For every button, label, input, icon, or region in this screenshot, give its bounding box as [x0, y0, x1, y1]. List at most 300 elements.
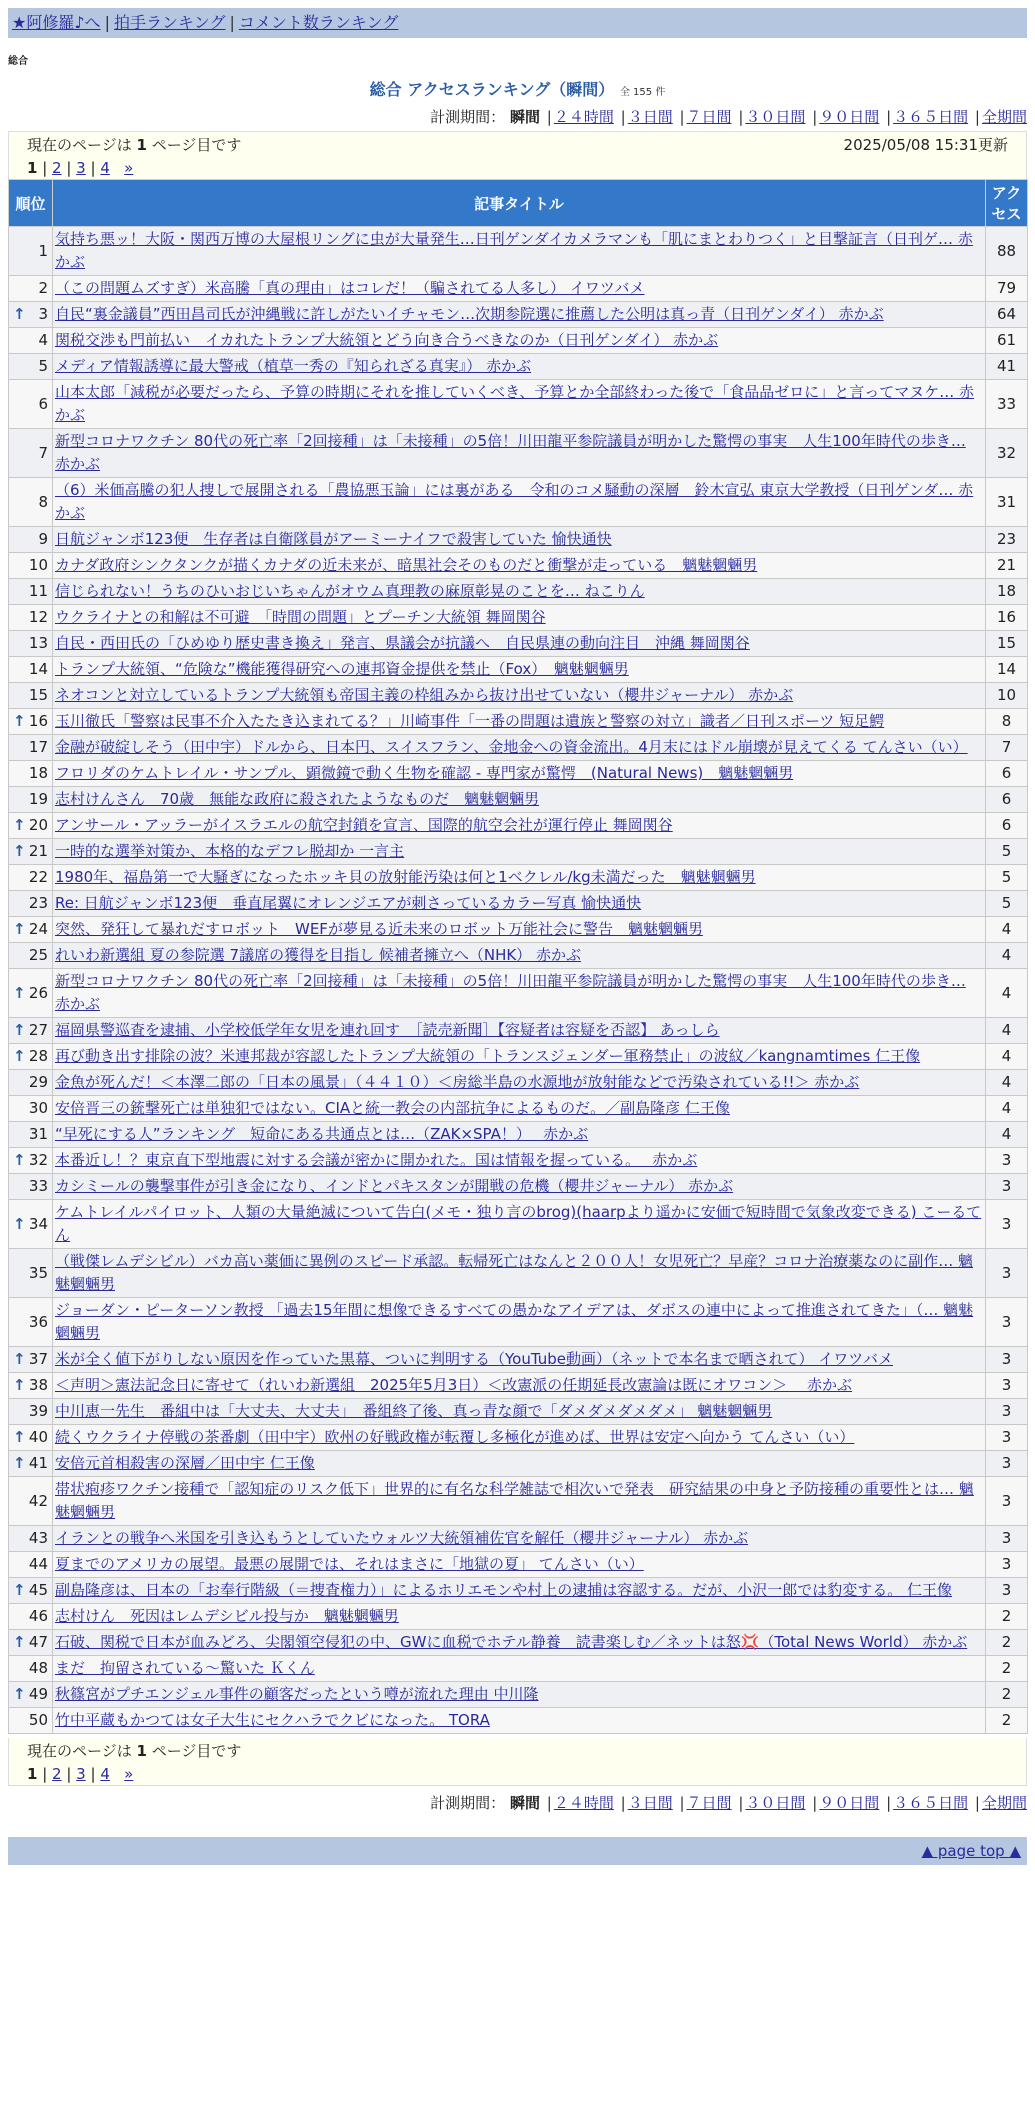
title-cell — [53, 553, 986, 579]
rank-cell — [9, 1578, 53, 1604]
period-7d[interactable]: ７日間 — [686, 108, 732, 126]
rank-up-icon: ↑ — [13, 1581, 26, 1599]
table-row — [9, 1526, 1028, 1552]
total-count: 全 155 件 — [619, 87, 666, 98]
page-link-4[interactable]: 4 — [100, 1765, 110, 1783]
period-selector-top: 計測期間： 瞬間 | ２４時間 | ３日間 | ７日間 | ３０日間 | ９０日間 | ３６５日間 | 全期間 — [430, 108, 1027, 126]
rank-cell — [9, 969, 53, 1018]
article-link[interactable]: 志村けん 死因はレムデシビル投与か 魑魅魍魎男 — [55, 1607, 399, 1625]
title-cell — [53, 1451, 986, 1477]
table-row — [9, 1347, 1028, 1373]
title-cell — [53, 657, 986, 683]
rank-number: 35 — [28, 1263, 48, 1282]
rank-number: 50 — [28, 1711, 48, 1729]
access-count: 3 — [986, 1373, 1028, 1399]
rank-up-icon: ↑ — [13, 1685, 26, 1703]
table-row — [9, 1578, 1028, 1604]
period-3d[interactable]: ３日間 — [627, 1794, 673, 1812]
table-row — [9, 709, 1028, 735]
table-row — [9, 1630, 1028, 1656]
table-row — [9, 1018, 1028, 1044]
title-cell — [53, 1656, 986, 1682]
rank-number: 17 — [28, 738, 48, 756]
rank-cell — [9, 1425, 53, 1451]
rank-number: 34 — [28, 1214, 48, 1233]
access-count: 3 — [986, 1425, 1028, 1451]
title-cell — [53, 1298, 986, 1347]
access-count: 32 — [986, 429, 1028, 478]
separator: | — [229, 13, 235, 32]
title-cell — [53, 227, 986, 276]
page-top-link[interactable]: ▲ page top ▲ — [921, 1842, 1021, 1860]
table-row — [9, 943, 1028, 969]
period-all[interactable]: 全期間 — [981, 1794, 1027, 1812]
article-link[interactable]: イランとの戦争へ米国を引き込もうとしていたウォルツ大統領補佐官を解任（櫻井ジャーナル） 赤かぶ — [55, 1529, 749, 1547]
period-90d[interactable]: ９０日間 — [819, 108, 880, 126]
page-link-3[interactable]: 3 — [76, 1765, 86, 1783]
rank-cell — [9, 328, 53, 354]
title-cell — [53, 478, 986, 527]
rank-up-icon: ↑ — [13, 1633, 26, 1651]
rank-number: 18 — [28, 764, 48, 782]
article-link[interactable]: ジョーダン・ピーターソン教授 「過去15年間に想像できるすべての愚かなアイデアは、ダボスの連中によって推進されてきた」（… 魑魅魍魎男 — [55, 1301, 974, 1342]
updated-timestamp: 2025/05/08 15:31更新 — [843, 136, 1008, 154]
table-row — [9, 579, 1028, 605]
rank-cell — [9, 631, 53, 657]
rank-number: 21 — [28, 842, 48, 860]
access-count: 4 — [986, 1018, 1028, 1044]
access-count: 5 — [986, 839, 1028, 865]
rank-cell — [9, 1682, 53, 1708]
table-row — [9, 1682, 1028, 1708]
rank-cell — [9, 657, 53, 683]
rank-number: 28 — [28, 1047, 48, 1065]
access-count: 3 — [986, 1477, 1028, 1526]
title-cell — [53, 969, 986, 1018]
period-7d[interactable]: ７日間 — [686, 1794, 732, 1812]
top-nav-bar — [8, 8, 1027, 38]
access-count: 88 — [986, 227, 1028, 276]
article-link[interactable]: （この問題ムズすぎ）米高騰「真の理由」はコレだ！（騙されてる人多し） イワツバメ — [55, 279, 645, 297]
rank-number: 14 — [28, 660, 48, 678]
rank-cell — [9, 553, 53, 579]
table-row — [9, 1174, 1028, 1200]
article-link[interactable]: 続くウクライナ停戦の茶番劇（田中宇）欧州の好戦政権が転覆し多極化が進めば、世界は安定へ向かう てんさい（い） — [55, 1428, 855, 1446]
article-link[interactable]: 気持ち悪ッ！大阪・関西万博の大屋根リングに虫が大量発生…日刊ゲンダイカメラマンも「肌にまとわりつく」と目撃証言（日刊ゲ… 赤かぶ — [55, 230, 973, 271]
table-row — [9, 354, 1028, 380]
title-cell — [53, 579, 986, 605]
title-cell — [53, 735, 986, 761]
article-link[interactable]: ネオコンと対立しているトランプ大統領も帝国主義の枠組みから抜け出せていない（櫻井ジャーナル） 赤かぶ — [55, 686, 794, 704]
period-all[interactable]: 全期間 — [981, 108, 1027, 126]
rank-number: 11 — [28, 582, 48, 600]
article-link[interactable]: 米が全く値下がりしない原因を作っていた黒幕、ついに判明する（YouTube動画）（ネットで本名まで晒されて） イワツバメ — [55, 1350, 893, 1368]
page-link-3[interactable]: 3 — [76, 159, 86, 177]
title-cell — [53, 839, 986, 865]
rank-cell — [9, 1373, 53, 1399]
rank-cell — [9, 1148, 53, 1174]
page-title: 総合 アクセスランキング（瞬間） — [369, 80, 615, 99]
table-row — [9, 605, 1028, 631]
article-link[interactable]: 一時的な選挙対策か、本格的なデフレ脱却か 一言主 — [55, 842, 405, 860]
rank-number: 29 — [28, 1073, 48, 1091]
rank-up-icon: ↑ — [13, 1350, 26, 1368]
rank-cell — [9, 709, 53, 735]
rank-cell — [9, 227, 53, 276]
rank-cell — [9, 943, 53, 969]
table-row — [9, 553, 1028, 579]
rank-up-icon: ↑ — [13, 1428, 26, 1446]
article-link[interactable]: 玉川徹氏「警察は民事不介入たたき込まれてる？」川崎事件「一番の問題は遺族と警察の対立」識者／日刊スポーツ 短足鰐 — [55, 712, 885, 730]
clap-ranking-link[interactable]: 拍手ランキング — [113, 13, 226, 32]
rank-cell — [9, 1122, 53, 1148]
rank-number: 30 — [28, 1099, 48, 1117]
table-row — [9, 813, 1028, 839]
rank-number: 37 — [28, 1350, 48, 1368]
rank-cell — [9, 276, 53, 302]
title-cell — [53, 1552, 986, 1578]
rank-cell — [9, 1552, 53, 1578]
article-link[interactable]: カシミールの襲撃事件が引き金になり、インドとパキスタンが開戦の危機（櫻井ジャーナル） 赤かぶ — [55, 1177, 734, 1195]
period-90d[interactable]: ９０日間 — [819, 1794, 880, 1812]
rank-number: 1 — [38, 241, 48, 260]
access-count: 3 — [986, 1174, 1028, 1200]
rank-cell — [9, 354, 53, 380]
rank-number: 49 — [28, 1685, 48, 1703]
rank-cell — [9, 813, 53, 839]
rank-cell — [9, 683, 53, 709]
article-link[interactable]: 山本太郎「減税が必要だったら、予算の時期にそれを推していくべき、予算とか全部終わった後で「食品品ゼロに」と言ってマヌケ… 赤かぶ — [55, 383, 975, 424]
table-row — [9, 683, 1028, 709]
table-row — [9, 917, 1028, 943]
period-24h[interactable]: ２４時間 — [553, 1794, 614, 1812]
article-link[interactable]: ケムトレイルパイロット、人類の大量絶滅について告白(メモ・独り言のbrog)(haarpより遥かに安価で短時間で気象改変できる) こーるてん — [55, 1203, 982, 1244]
rank-cell — [9, 1451, 53, 1477]
article-link[interactable]: 自民・西田氏の「ひめゆり歴史書き換え」発言、県議会が抗議へ 自民県連の動向注目 沖縄 舞岡関谷 — [55, 634, 750, 652]
period-30d[interactable]: ３０日間 — [745, 1794, 806, 1812]
article-link[interactable]: “早死にする人”ランキング 短命にある共通点とは…（ZAK×SPA！） 赤かぶ — [55, 1125, 589, 1143]
title-cell — [53, 943, 986, 969]
rank-number: 46 — [28, 1607, 48, 1625]
article-link[interactable]: 日航ジャンボ123便 生存者は自衛隊員がアーミーナイフで殺害していた 愉快通快 — [55, 530, 612, 548]
rank-cell — [9, 1249, 53, 1298]
rank-up-icon: ↑ — [13, 1047, 26, 1065]
table-row — [9, 1200, 1028, 1249]
table-row — [9, 891, 1028, 917]
access-count: 3 — [986, 1578, 1028, 1604]
rank-cell — [9, 1656, 53, 1682]
rank-cell — [9, 302, 53, 328]
article-link[interactable]: 志村けんさん 70歳 無能な政府に殺されたようなものだ 魑魅魍魎男 — [55, 790, 540, 808]
page-link-2[interactable]: 2 — [52, 159, 62, 177]
rank-cell — [9, 761, 53, 787]
table-row — [9, 302, 1028, 328]
period-current: 瞬間 — [509, 108, 540, 126]
table-row — [9, 1096, 1028, 1122]
rank-up-icon: ↑ — [13, 983, 26, 1002]
table-row — [9, 1708, 1028, 1734]
table-row — [9, 276, 1028, 302]
title-cell — [53, 1200, 986, 1249]
page-link-current: 1 — [27, 1765, 38, 1783]
table-row — [9, 1249, 1028, 1298]
page-links: 1 | 2 | 3 | 4 » — [27, 159, 134, 177]
article-link[interactable]: 副島隆彦は、日本の「お奉行階級（＝捜査権力）」によるホリエモンや村上の逮捕は容認する。だが、小沢一郎では豹変する。 仁王像 — [55, 1581, 952, 1599]
rank-number: 43 — [28, 1529, 48, 1547]
table-row — [9, 761, 1028, 787]
access-count: 31 — [986, 478, 1028, 527]
table-row — [9, 1298, 1028, 1347]
article-link[interactable]: ＜声明＞憲法記念日に寄せて（れいわ新選組 2025年5月3日）＜改憲派の任期延長改憲論は既にオワコン＞ 赤かぶ — [55, 1376, 853, 1394]
rank-up-icon: ↑ — [13, 1454, 26, 1472]
article-link[interactable]: 1980年、福島第一で大騒ぎになったホッキ貝の放射能汚染は何と1ベクレル/kg未満だった 魑魅魍魎男 — [55, 868, 756, 886]
access-count: 4 — [986, 969, 1028, 1018]
page-link-2[interactable]: 2 — [52, 1765, 62, 1783]
rank-cell — [9, 1298, 53, 1347]
article-link[interactable]: 新型コロナワクチン 80代の死亡率「2回接種」は「未接種」の5倍！川田龍平参院議員が明かした驚愕の事実 人生100年時代の歩き… 赤かぶ — [55, 972, 966, 1013]
title-cell — [53, 1630, 986, 1656]
access-count: 3 — [986, 1347, 1028, 1373]
rank-cell — [9, 1070, 53, 1096]
col-title: 記事タイトル — [53, 180, 986, 227]
rank-cell — [9, 1018, 53, 1044]
rank-number: 48 — [28, 1659, 48, 1677]
article-link[interactable]: 自民“裏金議員”西田昌司氏が沖縄戦に許しがたいイチャモン…次期参院選に推薦した公明は真っ青（日刊ゲンダイ） 赤かぶ — [55, 305, 884, 323]
access-count: 4 — [986, 1096, 1028, 1122]
title-cell — [53, 328, 986, 354]
rank-number: 12 — [28, 608, 48, 626]
title-cell — [53, 1122, 986, 1148]
title-cell — [53, 1604, 986, 1630]
article-link[interactable]: 夏までのアメリカの展望。最悪の展開では、それはまさに「地獄の夏」 てんさい（い） — [55, 1555, 644, 1573]
article-link[interactable]: 秋篠宮がプチエンジェル事件の顧客だったという噂が流れた理由 中川隆 — [55, 1685, 539, 1703]
title-cell — [53, 1174, 986, 1200]
ranking-body — [9, 227, 1028, 1734]
rank-up-icon: ↑ — [13, 712, 26, 730]
article-link[interactable]: カナダ政府シンクタンクが描くカナダの近未来が、暗黒社会そのものだと衝撃が走っている 魑魅魍魎男 — [55, 556, 758, 574]
article-link[interactable]: 中川恵一先生 番組中は「大丈夫、大丈夫」 番組終了後、真っ青な顔で「ダメダメダメダメ」 魑魅魍魎男 — [55, 1402, 773, 1420]
rank-number: 38 — [28, 1376, 48, 1394]
title-cell — [53, 1682, 986, 1708]
rank-number: 19 — [28, 790, 48, 808]
title-cell — [53, 1347, 986, 1373]
period-365d[interactable]: ３６５日間 — [893, 1794, 969, 1812]
access-count: 2 — [986, 1708, 1028, 1734]
rank-number: 26 — [28, 983, 48, 1002]
page-next-link[interactable]: » — [124, 159, 134, 177]
title-cell — [53, 302, 986, 328]
rank-number: 9 — [38, 530, 48, 548]
article-link[interactable]: ウクライナとの和解は不可避 「時間の問題」とプーチン大統領 舞岡関谷 — [55, 608, 546, 626]
access-count: 4 — [986, 1044, 1028, 1070]
rank-number: 42 — [28, 1491, 48, 1510]
access-count: 79 — [986, 276, 1028, 302]
access-count: 3 — [986, 1200, 1028, 1249]
rank-cell — [9, 605, 53, 631]
rank-number: 15 — [28, 686, 48, 704]
access-count: 4 — [986, 943, 1028, 969]
comment-ranking-link[interactable]: コメント数ランキング — [238, 13, 399, 32]
article-link[interactable]: 石破、関税で日本が血みどろ、尖閣領空侵犯の中、GWに血税でホテル静養 読書楽しむ／ネットは怒💢（Total News World） 赤かぶ — [55, 1633, 968, 1651]
table-row — [9, 631, 1028, 657]
access-count: 15 — [986, 631, 1028, 657]
access-count: 8 — [986, 709, 1028, 735]
access-count: 3 — [986, 1249, 1028, 1298]
rank-up-icon: ↑ — [13, 1376, 26, 1394]
title-cell — [53, 1399, 986, 1425]
rank-number: 10 — [28, 556, 48, 574]
table-row — [9, 1122, 1028, 1148]
article-link[interactable]: 本番近し！？東京直下型地震に対する会議が密かに開かれた。国は情報を握っている。 赤かぶ — [55, 1151, 698, 1169]
footer-bar — [8, 1837, 1027, 1865]
article-link[interactable]: Re: 日航ジャンボ123便 垂直尾翼にオレンジエアが刺さっているカラー写真 愉快通快 — [55, 894, 642, 912]
access-count: 2 — [986, 1656, 1028, 1682]
rank-cell — [9, 1096, 53, 1122]
title-cell — [53, 1373, 986, 1399]
access-count: 3 — [986, 1552, 1028, 1578]
table-row — [9, 1373, 1028, 1399]
rank-number: 16 — [28, 712, 48, 730]
rank-cell — [9, 865, 53, 891]
title-cell — [53, 865, 986, 891]
title-cell — [53, 1148, 986, 1174]
title-cell — [53, 891, 986, 917]
period-3d[interactable]: ３日間 — [627, 108, 673, 126]
table-row — [9, 1552, 1028, 1578]
rank-number: 7 — [38, 443, 48, 462]
rank-cell — [9, 579, 53, 605]
access-count: 4 — [986, 1070, 1028, 1096]
article-link[interactable]: （戦傑レムデシビル）バカ高い薬価に異例のスピード承認。転帰死亡はなんと２００人！女児死亡？早産？コロナ治療薬なのに副作… 魑魅魍魎男 — [55, 1252, 973, 1293]
title-cell — [53, 605, 986, 631]
article-link[interactable]: 帯状疱疹ワクチン接種で「認知症のリスク低下」世界的に有名な科学雑誌で相次いで発表 研究結果の中身と予防接種の重要性とは… 魑魅魍魎男 — [55, 1480, 974, 1521]
title-cell — [53, 1526, 986, 1552]
period-30d[interactable]: ３０日間 — [745, 108, 806, 126]
rank-number: 39 — [28, 1402, 48, 1420]
page-link-4[interactable]: 4 — [100, 159, 110, 177]
rank-number: 13 — [28, 634, 48, 652]
title-cell — [53, 787, 986, 813]
article-link[interactable]: 関税交渉も門前払い イカれたトランプ大統領とどう向き合うべきなのか（日刊ゲンダイ） 赤かぶ — [55, 331, 719, 349]
table-row — [9, 839, 1028, 865]
table-row — [9, 1425, 1028, 1451]
rank-cell — [9, 478, 53, 527]
rank-cell — [9, 527, 53, 553]
rank-number: 4 — [38, 331, 48, 349]
access-count: 33 — [986, 380, 1028, 429]
article-link[interactable]: 福岡県警巡査を逮捕、小学校低学年女児を連れ回す ［読売新聞］【容疑者は容疑を否認】 あっしら — [55, 1021, 720, 1039]
article-link[interactable]: 竹中平蔵もかつては女子大生にセクハラでクビになった。 TORA — [55, 1711, 490, 1729]
table-row — [9, 1604, 1028, 1630]
period-365d[interactable]: ３６５日間 — [893, 108, 969, 126]
rank-number: 22 — [28, 868, 48, 886]
access-count: 2 — [986, 1630, 1028, 1656]
access-count: 2 — [986, 1682, 1028, 1708]
section-label: 総合 — [8, 56, 28, 67]
rank-number: 3 — [38, 305, 48, 323]
title-cell — [53, 276, 986, 302]
article-link[interactable]: トランプ大統領、“危険な”機能獲得研究への連邦資金提供を禁止（Fox） 魑魅魍魎男 — [55, 660, 629, 678]
article-link[interactable]: れいわ新選組 夏の参院選 7議席の獲得を目指し 候補者擁立へ（NHK） 赤かぶ — [55, 946, 581, 964]
title-cell — [53, 683, 986, 709]
rank-cell — [9, 1708, 53, 1734]
access-count: 23 — [986, 527, 1028, 553]
home-link[interactable]: ★阿修羅♪へ — [12, 13, 101, 32]
table-row — [9, 787, 1028, 813]
period-24h[interactable]: ２４時間 — [553, 108, 614, 126]
table-row — [9, 328, 1028, 354]
title-cell — [53, 1425, 986, 1451]
article-link[interactable]: フロリダのケムトレイル・サンプル、顕微鏡で動く生物を確認 - 専門家が驚愕 (Natural News) 魑魅魍魎男 — [55, 764, 794, 782]
article-link[interactable]: アンサール・アッラーがイスラエルの航空封鎖を宣言、国際的航空会社が運行停止 舞岡関谷 — [55, 816, 673, 834]
article-link[interactable]: 安倍晋三の銃撃死亡は単独犯ではない。CIAと統一教会の内部抗争によるものだ。／副島隆彦 仁王像 — [55, 1099, 730, 1117]
table-row — [9, 478, 1028, 527]
title-cell — [53, 761, 986, 787]
rank-cell — [9, 1630, 53, 1656]
access-count: 3 — [986, 1148, 1028, 1174]
pager-bottom: 現在のページは 1 ページ目です 1 | 2 | 3 | 4 » — [8, 1738, 1027, 1786]
rank-number: 36 — [28, 1312, 48, 1331]
rank-cell — [9, 1200, 53, 1249]
table-row — [9, 527, 1028, 553]
rank-up-icon: ↑ — [13, 816, 26, 834]
article-link[interactable]: 突然、発狂して暴れだすロボット WEFが夢見る近未来のロボット万能社会に警告 魑魅魍魎男 — [55, 920, 703, 938]
title-cell — [53, 380, 986, 429]
title-cell — [53, 813, 986, 839]
rank-up-icon: ↑ — [13, 920, 26, 938]
access-count: 14 — [986, 657, 1028, 683]
rank-number: 45 — [28, 1581, 48, 1599]
rank-number: 32 — [28, 1151, 48, 1169]
title-cell — [53, 354, 986, 380]
article-link[interactable]: 再び動き出す排除の波？米連邦裁が容認したトランプ大統領の「トランスジェンダー軍務禁止」の波紋／kangnamtimes 仁王像 — [55, 1047, 921, 1065]
table-row — [9, 429, 1028, 478]
article-link[interactable]: 新型コロナワクチン 80代の死亡率「2回接種」は「未接種」の5倍！川田龍平参院議員が明かした驚愕の事実 人生100年時代の歩き… 赤かぶ — [55, 432, 966, 473]
rank-number: 20 — [28, 816, 48, 834]
table-row — [9, 1044, 1028, 1070]
access-count: 3 — [986, 1298, 1028, 1347]
rank-number: 44 — [28, 1555, 48, 1573]
ranking-table — [8, 179, 1028, 1734]
title-cell — [53, 917, 986, 943]
article-link[interactable]: 安倍元首相殺害の深層／田中宇 仁王像 — [55, 1454, 315, 1472]
access-count: 64 — [986, 302, 1028, 328]
article-link[interactable]: 金融が破綻しそう（田中宇）ドルから、日本円、スイスフラン、金地金への資金流出。4月末にはドル崩壊が見えてくる てんさい（い） — [55, 738, 968, 756]
rank-cell — [9, 1347, 53, 1373]
title-cell — [53, 1249, 986, 1298]
rank-number: 33 — [28, 1177, 48, 1195]
access-count: 61 — [986, 328, 1028, 354]
table-row — [9, 1477, 1028, 1526]
rank-number: 40 — [28, 1428, 48, 1446]
access-count: 6 — [986, 813, 1028, 839]
article-link[interactable]: 金魚が死んだ！＜本澤二郎の「日本の風景」（４４１０）＜房総半島の水源地が放射能などで汚染されている!!＞ 赤かぶ — [55, 1073, 860, 1091]
title-cell — [53, 1708, 986, 1734]
page-next-link[interactable]: » — [124, 1765, 134, 1783]
rank-cell — [9, 1604, 53, 1630]
access-count: 10 — [986, 683, 1028, 709]
article-link[interactable]: 信じられない！うちのひいおじいちゃんがオウム真理教の麻原彰晃のことを… ねこりん — [55, 582, 645, 600]
table-row — [9, 1451, 1028, 1477]
rank-cell — [9, 787, 53, 813]
title-cell — [53, 709, 986, 735]
title-cell — [53, 631, 986, 657]
article-link[interactable]: メディア情報誘導に最大警戒（植草一秀の『知られざる真実』） 赤かぶ — [55, 357, 532, 375]
article-link[interactable]: （6）米価高騰の犯人捜しで展開される「農協悪玉論」には裏がある 令和のコメ騒動の深層 鈴木宣弘 東京大学教授（日刊ゲンダ… 赤かぶ — [55, 481, 974, 522]
rank-cell — [9, 1477, 53, 1526]
article-link[interactable]: まだ 拘留されている～驚いた Ｋくん — [55, 1659, 315, 1677]
access-count: 4 — [986, 917, 1028, 943]
